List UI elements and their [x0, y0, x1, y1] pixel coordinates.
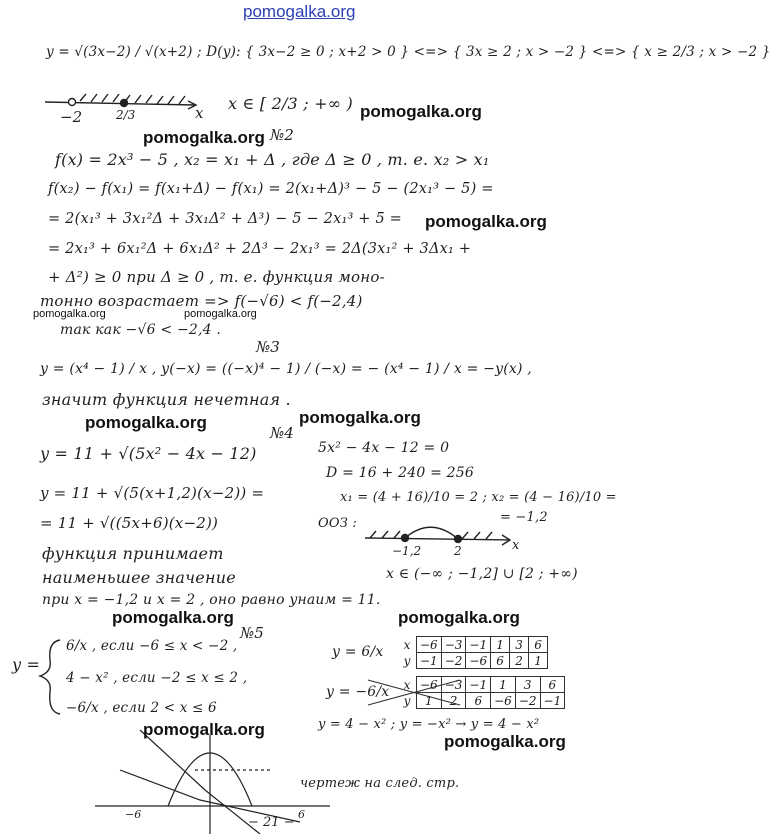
problem1-line1: y = √(3x−2) / √(x+2) ; D(y): { 3x−2 ≥ 0 ; x+2 > 0 } <=> { 3x ≥ 2 ; x > −2 } <=> { x ≥ 2/3 ; x > −2 }	[46, 44, 771, 60]
table2-y-cell: −2	[515, 693, 540, 709]
problem2-line5: + Δ²) ≥ 0 при Δ ≥ 0 , т. е. функция моно-	[48, 268, 385, 286]
problem5-case1: 6/x , если −6 ≤ x < −2 ,	[66, 638, 238, 654]
table1-y-label: y	[398, 653, 417, 669]
watermark[interactable]: pomogalka.org	[360, 102, 482, 121]
graph-label-x1: −6	[125, 808, 142, 821]
nl2-axis-label: x	[512, 538, 520, 553]
problem4-odz: ООЗ :	[318, 516, 357, 531]
table1-y-cell: 2	[510, 653, 529, 669]
problem1-answer: x ∈ [ 2/3 ; +∞ )	[228, 94, 353, 113]
table2-y-cell: −1	[540, 693, 565, 709]
graph-label-x2: 6	[298, 808, 305, 821]
watermark[interactable]: pomogalka.org	[299, 408, 421, 427]
table2-y-cell: 1	[417, 693, 442, 709]
nl1-label-right: 2/3	[116, 108, 136, 122]
problem5-parabola: y = 4 − x² ; y = −x² → y = 4 − x²	[318, 717, 540, 732]
table2-x-cell: −3	[441, 677, 466, 693]
values-table-2	[398, 676, 565, 709]
number-line-odz	[365, 527, 510, 545]
table1-y-cell: −6	[466, 653, 491, 669]
table2-y-cell: 2	[441, 693, 466, 709]
table2-y-cell: 6	[466, 693, 491, 709]
watermark[interactable]: pomogalka.org	[425, 212, 547, 231]
problem5-label: №5	[240, 624, 264, 642]
problem3-label: №3	[256, 338, 280, 356]
problem4-line4: функция принимает	[42, 544, 224, 563]
table1-y-cell: 6	[491, 653, 510, 669]
table2-y-label: y	[398, 693, 417, 709]
problem4-line2: y = 11 + √(5(x+1,2)(x−2)) =	[40, 484, 265, 502]
table1-x-cell: 3	[510, 637, 529, 653]
nl2-label-left: −1,2	[392, 544, 422, 558]
number-line-domain	[45, 94, 196, 109]
table1-y-cell: −2	[441, 653, 466, 669]
problem4-line5: наименьшее значение	[42, 568, 236, 587]
nl1-axis-label: x	[195, 104, 204, 122]
problem3-line2: значит функция нечетная .	[42, 390, 291, 409]
problem4-roots: x₁ = (4 + 16)/10 = 2 ; x₂ = (4 − 16)/10 =	[340, 490, 617, 505]
table2-caption: y = −6/x	[326, 684, 390, 700]
problem4-interval: x ∈ (−∞ ; −1,2] ∪ [2 ; +∞)	[386, 566, 578, 582]
problem4-eq: 5x² − 4x − 12 = 0	[318, 440, 450, 456]
table1-x-label: x	[398, 637, 417, 653]
piecewise-brace	[40, 640, 60, 714]
watermark[interactable]: pomogalka.org	[184, 308, 257, 320]
table2-x-label: x	[398, 677, 417, 693]
problem5-case3: −6/x , если 2 < x ≤ 6	[66, 700, 217, 716]
values-table-1	[398, 636, 548, 669]
table1-x-cell: −1	[466, 637, 491, 653]
table2-x-cell: 3	[515, 677, 540, 693]
site-watermark-top[interactable]: pomogalka.org	[243, 2, 356, 21]
problem2-label: №2	[270, 126, 294, 144]
page-number: − 21 −	[248, 815, 295, 830]
problem5-note: чертеж на след. стр.	[300, 776, 460, 791]
problem2-line4: = 2x₁³ + 6x₁²Δ + 6x₁Δ² + 2Δ³ − 2x₁³ = 2Δ(3x₁² + 3Δx₁ +	[48, 241, 472, 257]
problem4-line3: = 11 + √((5x+6)(x−2))	[40, 514, 219, 532]
problem4-discriminant: D = 16 + 240 = 256	[326, 465, 474, 481]
watermark[interactable]: pomogalka.org	[112, 608, 234, 627]
problem5-case2: 4 − x² , если −2 ≤ x ≤ 2 ,	[66, 670, 248, 686]
problem4-line6: при x = −1,2 и x = 2 , оно равно yнаим = 11.	[42, 592, 381, 608]
watermark[interactable]: pomogalka.org	[33, 308, 106, 320]
table2-x-cell: −6	[417, 677, 442, 693]
table2-y-cell: −6	[491, 693, 516, 709]
table1-x-cell: −6	[417, 637, 442, 653]
problem5-y: y =	[12, 655, 41, 674]
table1-x-cell: 1	[491, 637, 510, 653]
watermark[interactable]: pomogalka.org	[85, 413, 207, 432]
table1-x-cell: 6	[529, 637, 548, 653]
problem4-line1: y = 11 + √(5x² − 4x − 12)	[40, 444, 257, 463]
problem3-line1: y = (x⁴ − 1) / x , y(−x) = ((−x)⁴ − 1) / (−x) = − (x⁴ − 1) / x = −y(x) ,	[40, 361, 532, 377]
watermark[interactable]: pomogalka.org	[143, 720, 265, 739]
table1-y-cell: −1	[417, 653, 442, 669]
problem2-line6: тонно возрастает => f(−√6) < f(−2,4)	[40, 292, 363, 310]
nl1-label-left: −2	[60, 108, 83, 126]
problem4-root2: = −1,2	[500, 510, 548, 525]
table2-x-cell: −1	[466, 677, 491, 693]
table2-x-cell: 1	[491, 677, 516, 693]
nl2-label-right: 2	[454, 544, 462, 558]
table1-caption: y = 6/x	[332, 644, 384, 660]
problem2-line1: f(x) = 2x³ − 5 , x₂ = x₁ + Δ , где Δ ≥ 0 , т. е. x₂ > x₁	[55, 150, 490, 169]
table1-y-cell: 1	[529, 653, 548, 669]
watermark[interactable]: pomogalka.org	[143, 128, 265, 147]
table1-x-cell: −3	[441, 637, 466, 653]
table2-x-cell: 6	[540, 677, 565, 693]
watermark[interactable]: pomogalka.org	[444, 732, 566, 751]
problem2-line7: так как −√6 < −2,4 .	[60, 322, 222, 338]
problem2-line2: f(x₂) − f(x₁) = f(x₁+Δ) − f(x₁) = 2(x₁+Δ)³ − 5 − (2x₁³ − 5) =	[48, 181, 494, 197]
watermark[interactable]: pomogalka.org	[398, 608, 520, 627]
problem4-label: №4	[270, 424, 294, 442]
problem2-line3: = 2(x₁³ + 3x₁²Δ + 3x₁Δ² + Δ³) − 5 − 2x₁³ + 5 =	[48, 211, 403, 227]
